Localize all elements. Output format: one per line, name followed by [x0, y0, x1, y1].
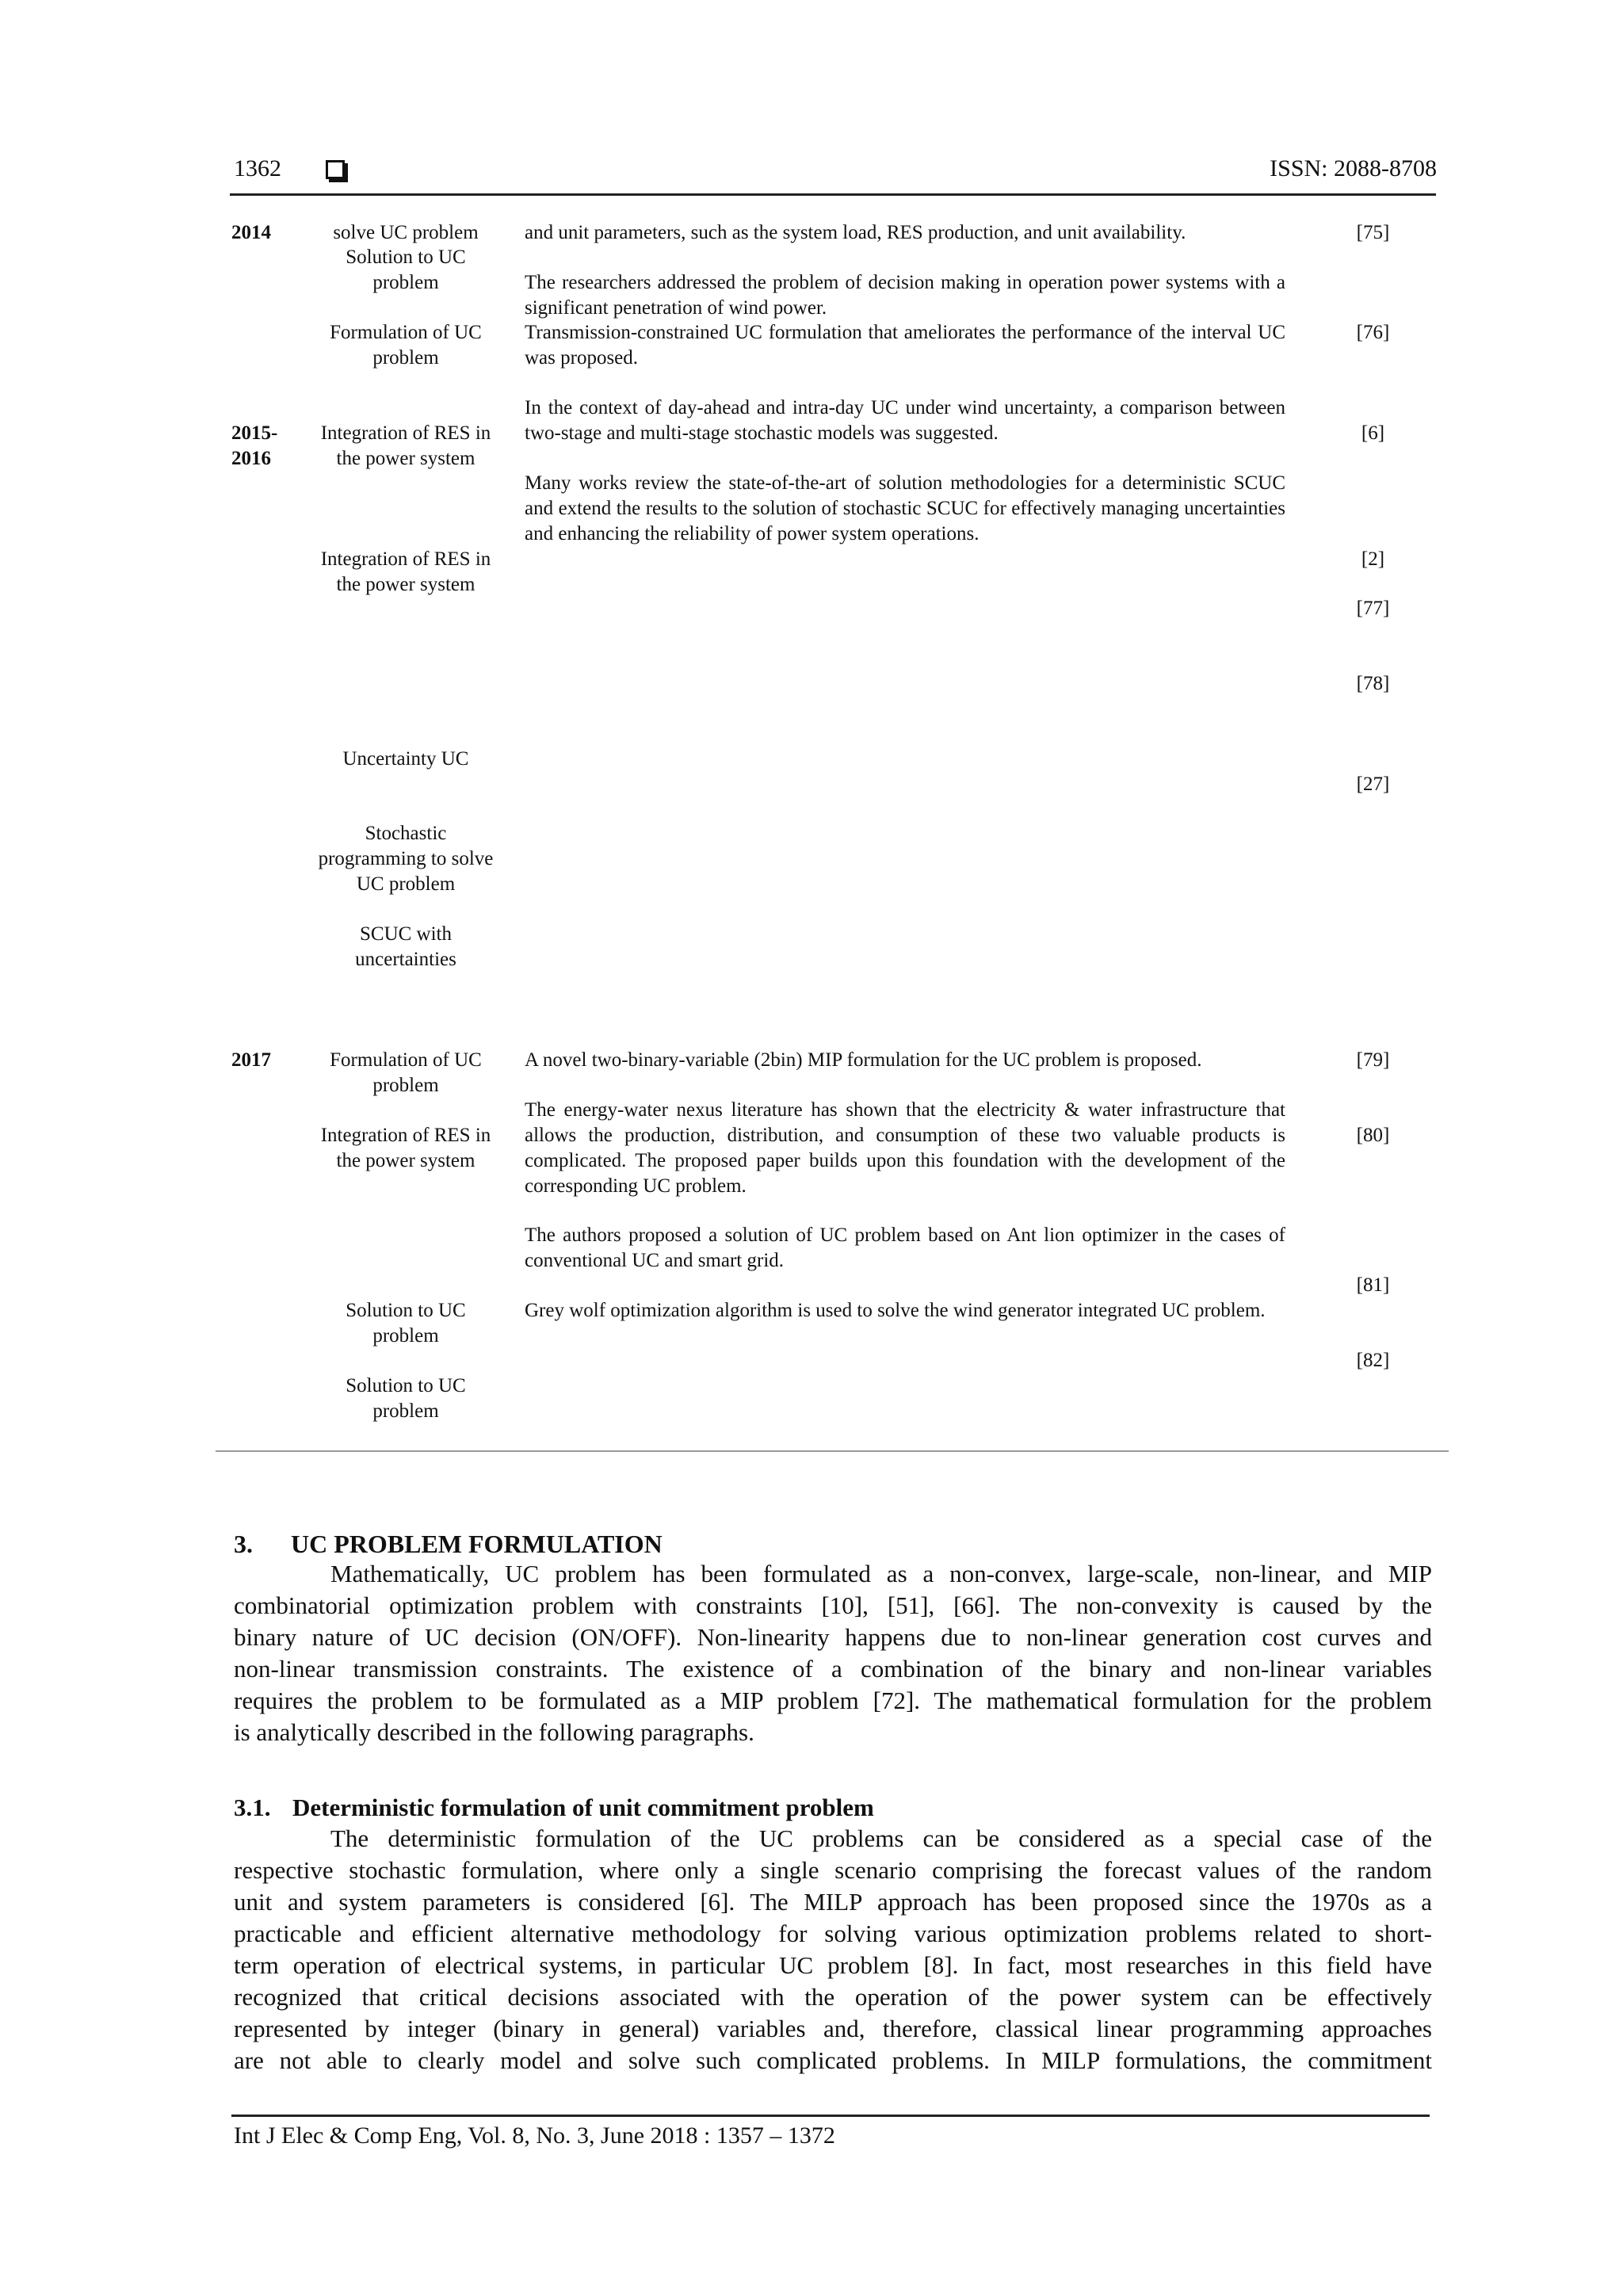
paragraph-line: Mathematically, UC problem has been formulated as a non-convex, large-scale, non-linear, and MIP — [330, 1560, 1432, 1587]
table-year: 2014 — [231, 222, 271, 243]
table-ref: [81] — [1356, 1274, 1390, 1296]
table-ref: [82] — [1356, 1350, 1390, 1371]
subsection-number: 3.1. — [234, 1794, 271, 1821]
section-number: 3. — [234, 1530, 253, 1558]
table-topic: Solution to UC problem — [346, 1300, 466, 1347]
paragraph-line: is analytically described in the following paragraphs. — [234, 1718, 754, 1746]
table-ref: [78] — [1356, 673, 1390, 694]
table-description: Grey wolf optimization algorithm is used to solve the wind generator integrated UC problem. — [525, 1300, 1266, 1321]
section-heading — [234, 1530, 663, 1559]
table-ref: [6] — [1361, 422, 1385, 444]
table-ref: [76] — [1356, 322, 1390, 343]
table-description: Transmission-constrained UC formulation that ameliorates the performance of the interval UC was proposed. — [525, 322, 1285, 369]
table-topic: Formulation of UC problem — [330, 1049, 482, 1096]
table-year: 2015-2016 — [231, 422, 278, 469]
table-year: 2017 — [231, 1049, 271, 1071]
paragraph-line: binary nature of UC decision (ON/OFF). Non-linearity happens due to non-linear generation cost curves and — [234, 1623, 1432, 1651]
paragraph-line: are not able to clearly model and solve such complicated problems. In MILP formulations, the commitment — [234, 2046, 1432, 2074]
table-topic: Solution to UC problem — [346, 246, 466, 293]
table-description: Many works review the state-of-the-art of solution methodologies for a deterministic SCUC and extend the results to the solution of stochastic SCUC for effectively managing uncertainties and enhancing the reliability of power system operations. — [525, 472, 1285, 544]
table-description: The researchers addressed the problem of decision making in operation power systems with a significant penetration of wind power. — [525, 272, 1285, 319]
subsection-heading — [234, 1794, 874, 1822]
subsection-paragraph — [234, 1823, 1432, 2076]
table-ref: [2] — [1361, 548, 1385, 570]
table-topic: Formulation of UC problem — [330, 322, 482, 369]
checkbox-square-icon — [326, 160, 345, 179]
table-topic: Uncertainty UC — [342, 748, 469, 770]
paragraph-line: recognized that critical decisions associated with the operation of the power system can be effectively — [234, 1983, 1432, 2011]
footer-rule — [231, 2115, 1430, 2117]
table-bottom-rule — [216, 1450, 1449, 1452]
journal-issn: ISSN: 2088-8708 — [1270, 155, 1437, 181]
table-description: In the context of day-ahead and intra-day UC under wind uncertainty, a comparison between two-stage and multi-stage stochastic models was suggested. — [525, 397, 1285, 444]
header-rule — [230, 193, 1436, 196]
table-topic: Integration of RES in the power system — [320, 422, 491, 469]
paragraph-line: non-linear transmission constraints. The existence of a combination of the binary and non-linear variables — [234, 1655, 1432, 1683]
footer-citation: Int J Elec & Comp Eng, Vol. 8, No. 3, June 2018 : 1357 – 1372 — [234, 2122, 835, 2149]
table-description: and unit parameters, such as the system load, RES production, and unit availability. — [525, 222, 1186, 243]
paragraph-line: respective stochastic formulation, where only a single scenario comprising the forecast values of the random — [234, 1856, 1432, 1884]
table-topic: Integration of RES in the power system — [320, 548, 491, 595]
section-title: UC PROBLEM FORMULATION — [291, 1530, 663, 1558]
table-ref: [79] — [1356, 1049, 1390, 1071]
table-description: A novel two-binary-variable (2bin) MIP formulation for the UC problem is proposed. — [525, 1049, 1202, 1071]
table-topic: Solution to UC problem — [346, 1375, 466, 1422]
paragraph-line: term operation of electrical systems, in particular UC problem [8]. In fact, most researches in this field have — [234, 1951, 1432, 1979]
section-paragraph — [234, 1558, 1432, 1748]
subsection-title: Deterministic formulation of unit commitment problem — [292, 1794, 874, 1821]
table-description: The energy-water nexus literature has shown that the electricity & water infrastructure that allows the production, distribution, and consumption of these two valuable products is complicated. The proposed paper builds upon this foundation with the development of the corresponding UC problem. — [525, 1099, 1285, 1197]
table-ref: [80] — [1356, 1125, 1390, 1146]
paragraph-line: unit and system parameters is considered [6]. The MILP approach has been proposed since the 1970s as a — [234, 1888, 1432, 1916]
table-ref: [77] — [1356, 598, 1390, 619]
table-topic: Integration of RES in the power system — [320, 1125, 491, 1171]
page-number: 1362 — [234, 155, 281, 181]
table-ref: [75] — [1356, 222, 1390, 243]
table-topic: Stochastic programming to solve UC problem — [318, 823, 494, 895]
paragraph-line: represented by integer (binary in general) variables and, therefore, classical linear programming approaches — [234, 2015, 1432, 2042]
table-topic: solve UC problem — [333, 222, 479, 243]
paragraph-line: The deterministic formulation of the UC problems can be considered as a special case of the — [330, 1824, 1432, 1852]
paragraph-line: practicable and efficient alternative methodology for solving various optimization problems related to short- — [234, 1920, 1432, 1947]
paragraph-line: requires the problem to be formulated as a MIP problem [72]. The mathematical formulation for the problem — [234, 1687, 1432, 1714]
paragraph-line: combinatorial optimization problem with constraints [10], [51], [66]. The non-convexity is caused by the — [234, 1591, 1432, 1619]
table-description: The authors proposed a solution of UC problem based on Ant lion optimizer in the cases of conventional UC and smart grid. — [525, 1224, 1285, 1271]
table-topic: SCUC with uncertainties — [355, 923, 456, 970]
table-ref: [27] — [1356, 774, 1390, 795]
